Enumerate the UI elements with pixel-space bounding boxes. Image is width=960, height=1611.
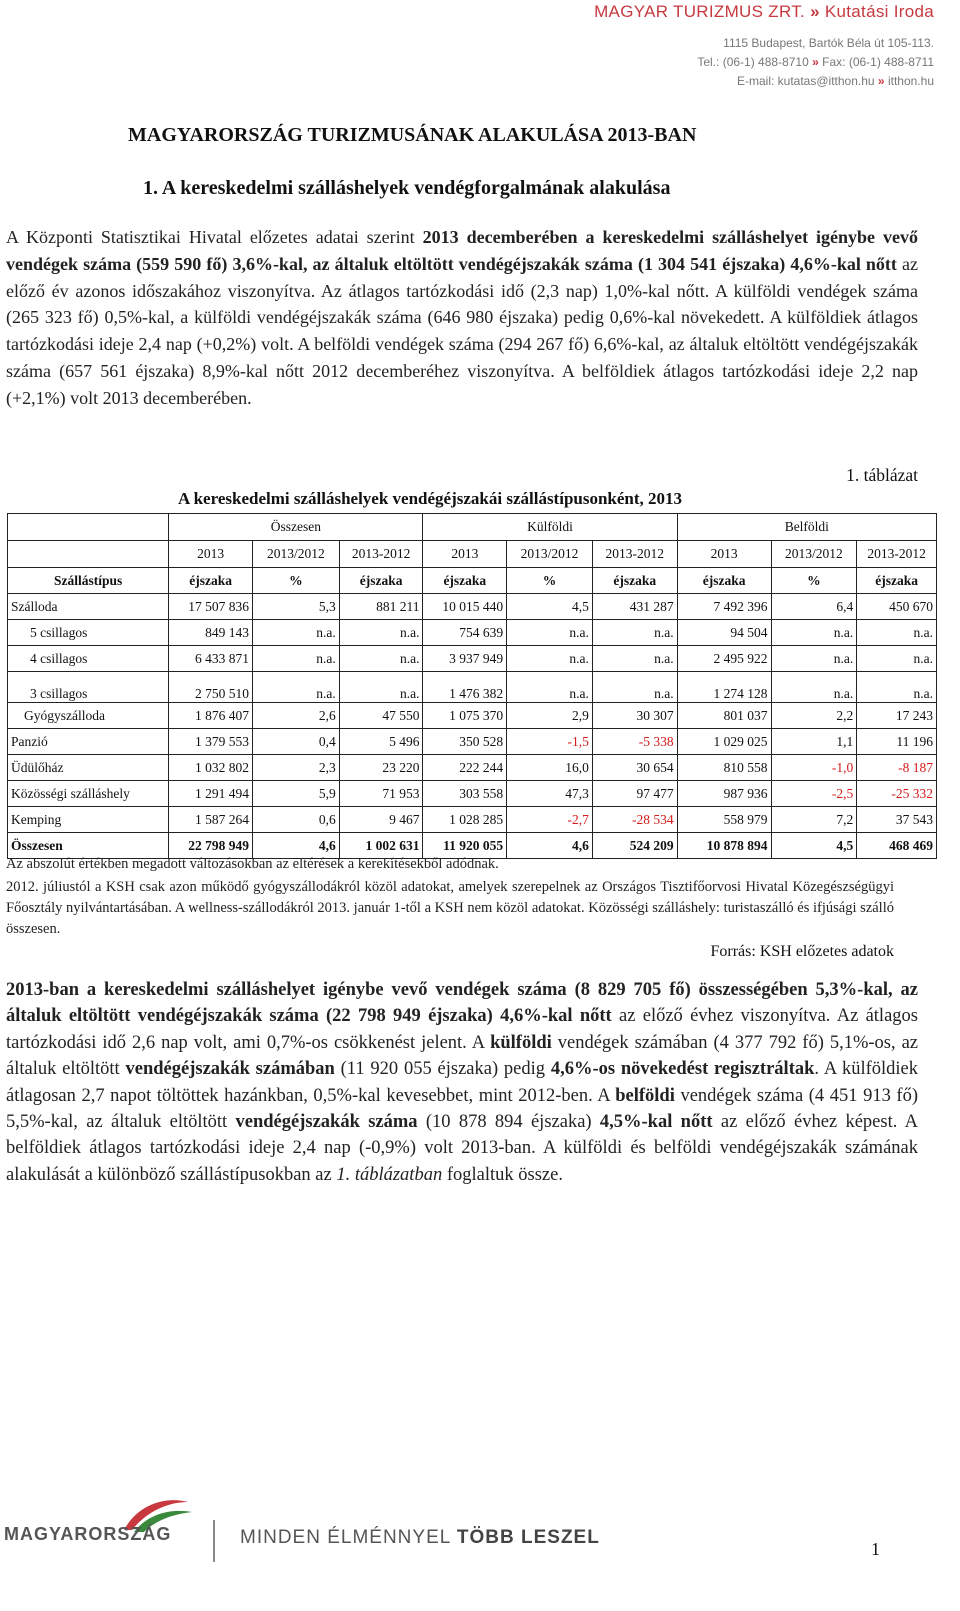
table-cell: n.a. [339,672,423,703]
unit-cell: éjszaka [423,568,507,594]
table-cell: n.a. [507,620,593,646]
footer-slogan-bold: TÖBB LESZEL [456,1527,600,1548]
table-cell: 1 029 025 [677,729,771,755]
table-blank-cell [8,541,169,568]
table-cell: 468 469 [857,833,937,859]
row-label: 4 csillagos [8,646,169,672]
table-cell: 1 476 382 [423,672,507,703]
table-cell: 1 032 802 [169,755,253,781]
table-cell: 16,0 [507,755,593,781]
row-label: Panzió [8,729,169,755]
row-label: Üdülőház [8,755,169,781]
table-cell: 6 433 871 [169,646,253,672]
table-unit-row [8,568,937,594]
table-row [8,646,937,672]
table-cell: 71 953 [339,781,423,807]
summary-text-4: . A külföldiek átlagosan 2,7 napot töltöttek hazánkban, 0,5%-kal kevesebbet, mint 2012-ben. A [6,1059,918,1106]
table-cell: 1,1 [771,729,857,755]
summary-bold-4: 4,6%-os növekedést regisztráltak [550,1059,815,1080]
subheader-cell: 2013-2012 [592,541,677,568]
subheader-cell: 2013 [677,541,771,568]
table-cell-negative: -2,7 [507,807,593,833]
subheader-cell: 2013 [423,541,507,568]
table-cell: 5 496 [339,729,423,755]
table-cell: n.a. [592,646,677,672]
table-cell: n.a. [771,620,857,646]
intro-text-2: az előző év azonos időszakához viszonyítva. Az átlagos tartózkodási idő (2,3 nap) 1,0%-kal nőtt. A külföldi vendégek száma (265 323 fő) 0,5%-kal, a külföldi vendégéjszakák száma (646 980 éjszaka) pedig 0,6%-kal növekedett. A külföldiek átlagos tartózkodási ideje 2,4 nap (+0,2%) volt. A belföldi vendégek száma (294 267 fő) 6,6%-kal, az általuk eltöltött vendégéjszakák száma (657 561 éjszaka) 8,9%-kal nőtt 2012 decemberéhez viszonyítva. A belföldiek átlagos tartózkodási ideje 2,2 nap (+2,1%) volt 2013 decemberében. [6,253,918,408]
table-cell: n.a. [771,646,857,672]
row-label: Kemping [8,807,169,833]
table-row [8,703,937,729]
table-cell: 4,5 [771,833,857,859]
table-cell-negative: -1,5 [507,729,593,755]
table-cell: 17 507 836 [169,594,253,620]
summary-text-6: (10 878 894 éjszaka) [417,1112,600,1133]
row-label: 3 csillagos [8,672,169,703]
table-cell: 2,2 [771,703,857,729]
summary-bold-7: 4,5%-kal nőtt [599,1112,713,1133]
subheader-cell: 2013/2012 [771,541,857,568]
table-cell-negative: -2,5 [771,781,857,807]
table-cell: 94 504 [677,620,771,646]
page-number: 1 [871,1539,880,1559]
intro-text-bold: 2013 decemberében a kereskedelmi szálláshelyet igénybe vevő vendégek száma (559 590 fő) 3,6%-kal, az általuk eltöltött vendégéjszakák száma (1 304 541 éjszaka) 4,6%-kal nőtt [6,227,918,274]
table-note-rounding: Az abszolút értékben megadott változásokban az eltérések a kerekítésekből adódnak. [6,856,499,872]
table-cell: 97 477 [592,781,677,807]
table-cell-negative: -1,0 [771,755,857,781]
row-label: 5 csillagos [8,620,169,646]
summary-bold-2: külföldi [490,1032,552,1053]
table-cell: 7,2 [771,807,857,833]
table-cell: 350 528 [423,729,507,755]
intro-text-1: A Központi Statisztikai Hivatal előzetes adatai szerint [6,227,423,247]
company-separator: » [810,2,820,21]
subheader-cell: 2013/2012 [252,541,339,568]
table-cell: 0,4 [252,729,339,755]
table-cell: n.a. [252,620,339,646]
table-cell: 37 543 [857,807,937,833]
table-cell: n.a. [592,620,677,646]
table-cell: n.a. [507,672,593,703]
table-cell: 801 037 [677,703,771,729]
company-name [594,2,934,22]
subheader-cell: 2013 [169,541,253,568]
header-email: E-mail: kutatas@itthon.hu [737,74,875,88]
table-cell: 1 876 407 [169,703,253,729]
summary-text-3: (11 920 055 éjszaka) pedig [334,1059,551,1080]
unit-cell: éjszaka [677,568,771,594]
table-cell: 2,3 [252,755,339,781]
unit-cell: % [507,568,593,594]
header-tel: Tel.: (06-1) 488-8710 [697,55,809,69]
summary-bold-6: vendégéjszakák száma [235,1112,418,1133]
table-cell: 47 550 [339,703,423,729]
table-cell: n.a. [339,620,423,646]
summary-paragraph [6,977,918,1188]
intro-paragraph [6,224,918,412]
table-cell: 987 936 [677,781,771,807]
table-cell: 23 220 [339,755,423,781]
table-cell: 754 639 [423,620,507,646]
table-row [8,620,937,646]
table-cell: 881 211 [339,594,423,620]
table-cell: n.a. [771,672,857,703]
table-row [8,781,937,807]
unit-cell: % [252,568,339,594]
table-note-methodology: 2012. júliustól a KSH csak azon működő gyógyszállodákról közöl adatokat, amelyek szerepelnek az Országos Tisztifőorvosi Hivatal Közegészségügyi Főosztály nyilvántartásában. A wellness-szállodákról 2013. január 1-től a KSH nem közöl adatokat. Közösségi szálláshely: turistaszálló és ifjúsági szálló összesen. [6,879,894,937]
table-total-row [8,833,937,859]
footer-divider [213,1520,215,1562]
table-cell: 10 015 440 [423,594,507,620]
footer-slogan-light: MINDEN ÉLMÉNNYEL [240,1527,457,1548]
table-cell-negative: -28 534 [592,807,677,833]
table-row [8,729,937,755]
table-cell: n.a. [592,672,677,703]
table-cell: n.a. [507,646,593,672]
summary-italic-ref: 1. táblázatban [336,1164,443,1185]
unit-cell: éjszaka [169,568,253,594]
header-web: itthon.hu [887,74,934,88]
table-source: Forrás: KSH előzetes adatok [710,943,894,960]
table-cell: 558 979 [677,807,771,833]
header-contact [737,74,934,88]
table-cell: 10 878 894 [677,833,771,859]
table-cell: 1 028 285 [423,807,507,833]
group-header-domestic: Belföldi [677,514,936,541]
table-cell: 1 291 494 [169,781,253,807]
table-cell: 431 287 [592,594,677,620]
header-address: 1115 Budapest, Bartók Béla út 105-113. [723,36,934,50]
table-cell: n.a. [339,646,423,672]
summary-text-5: vendégek száma (4 451 913 fő) 5,5%-kal, az általuk eltöltött [6,1085,918,1133]
table-corner-cell [8,514,169,541]
company-unit: Kutatási Iroda [824,2,934,21]
table-cell: 30 654 [592,755,677,781]
table-cell: 11 196 [857,729,937,755]
table-cell: 17 243 [857,703,937,729]
table-cell: 3 937 949 [423,646,507,672]
header-fax: Fax: (06-1) 488-8711 [822,55,934,69]
table-cell: 4,5 [507,594,593,620]
table-cell: 849 143 [169,620,253,646]
subheader-cell: 2013-2012 [339,541,423,568]
unit-cell: éjszaka [857,568,937,594]
row-label: Összesen [8,833,169,859]
unit-cell: % [771,568,857,594]
subheader-cell: 2013-2012 [857,541,937,568]
table-cell: 7 492 396 [677,594,771,620]
table-cell: 222 244 [423,755,507,781]
footer-slogan [240,1527,600,1549]
row-label: Gyógyszálloda [8,703,169,729]
header-separator: » [812,55,819,69]
table-cell: 524 209 [592,833,677,859]
table-cell: 5,3 [252,594,339,620]
table-cell: 47,3 [507,781,593,807]
summary-text-7: az előző évhez képest. A belföldiek átlagos tartózkodási ideje 2,4 nap (-0,9%) volt 2013-ban. A külföldi és belföldi vendégéjszakák számának alakulását a különböző szállástípusokban az [6,1112,918,1185]
row-label: Szálloda [8,594,169,620]
table-cell: 1 002 631 [339,833,423,859]
table-cell: n.a. [252,646,339,672]
table-cell: 9 467 [339,807,423,833]
table-title: A kereskedelmi szálláshelyek vendégéjszakái szállástípusonként, 2013 [178,489,683,508]
table-caption: 1. táblázat [846,465,918,485]
table-cell: 5,9 [252,781,339,807]
table-cell: 6,4 [771,594,857,620]
unit-cell: éjszaka [339,568,423,594]
table-cell: 2,6 [252,703,339,729]
table-cell: 11 920 055 [423,833,507,859]
table-row [8,807,937,833]
table-cell: 450 670 [857,594,937,620]
table-cell: n.a. [857,646,937,672]
table-cell: 4,6 [252,833,339,859]
accommodation-table [7,513,937,859]
table-cell: n.a. [857,620,937,646]
summary-text-2: vendégek számában (4 377 792 fő) 5,1%-os, az általuk eltöltött [6,1032,918,1080]
table-cell: 303 558 [423,781,507,807]
summary-text-1: az előző évhez viszonyítva. Az átlagos tartózkodási idő 2,6 nap volt, ami 0,7%-os csökkenést jelent. A [6,1006,918,1053]
summary-bold-1: 2013-ban a kereskedelmi szálláshelyet igénybe vevő vendégek száma (8 829 705 fő) összességében 5,3%-kal, az általuk eltöltött vendégéjszakák száma (22 798 949 éjszaka) 4,6%-kal nőtt [6,980,918,1027]
document-title: MAGYARORSZÁG TURIZMUSÁNAK ALAKULÁSA 2013-BAN [128,124,697,146]
table-cell: 1 274 128 [677,672,771,703]
summary-bold-3: vendégéjszakák számában [125,1059,335,1080]
table-group-header-row [8,514,937,541]
section-title: 1. A kereskedelmi szálláshelyek vendégforgalmának alakulása [143,177,671,199]
table-cell: 30 307 [592,703,677,729]
header-phone-fax [697,55,934,69]
table-cell: 4,6 [507,833,593,859]
table-cell: 1 075 370 [423,703,507,729]
table-cell: 0,6 [252,807,339,833]
footer-brand: MAGYARORSZÁG [4,1524,172,1544]
table-cell: 2 495 922 [677,646,771,672]
row-label-header: Szállástípus [8,568,169,594]
table-cell: 1 587 264 [169,807,253,833]
table-cell: 22 798 949 [169,833,253,859]
table-row [8,594,937,620]
table-cell: n.a. [857,672,937,703]
table-subheader-row [8,541,937,568]
group-header-total: Összesen [169,514,423,541]
summary-bold-5: belföldi [615,1085,675,1106]
table-row [8,755,937,781]
subheader-cell: 2013/2012 [507,541,593,568]
table-cell: 2,9 [507,703,593,729]
table-cell: 1 379 553 [169,729,253,755]
table-cell-negative: -5 338 [592,729,677,755]
group-header-foreign: Külföldi [423,514,677,541]
company-main: MAGYAR TURIZMUS ZRT. [594,2,806,21]
table-cell: n.a. [252,672,339,703]
table-cell-negative: -8 187 [857,755,937,781]
table-row [8,672,937,703]
summary-text-8: foglaltuk össze. [442,1164,563,1185]
row-label: Közösségi szálláshely [8,781,169,807]
table-cell: 2 750 510 [169,672,253,703]
table-cell-negative: -25 332 [857,781,937,807]
unit-cell: éjszaka [592,568,677,594]
header-separator: » [877,74,885,88]
table-cell: 810 558 [677,755,771,781]
